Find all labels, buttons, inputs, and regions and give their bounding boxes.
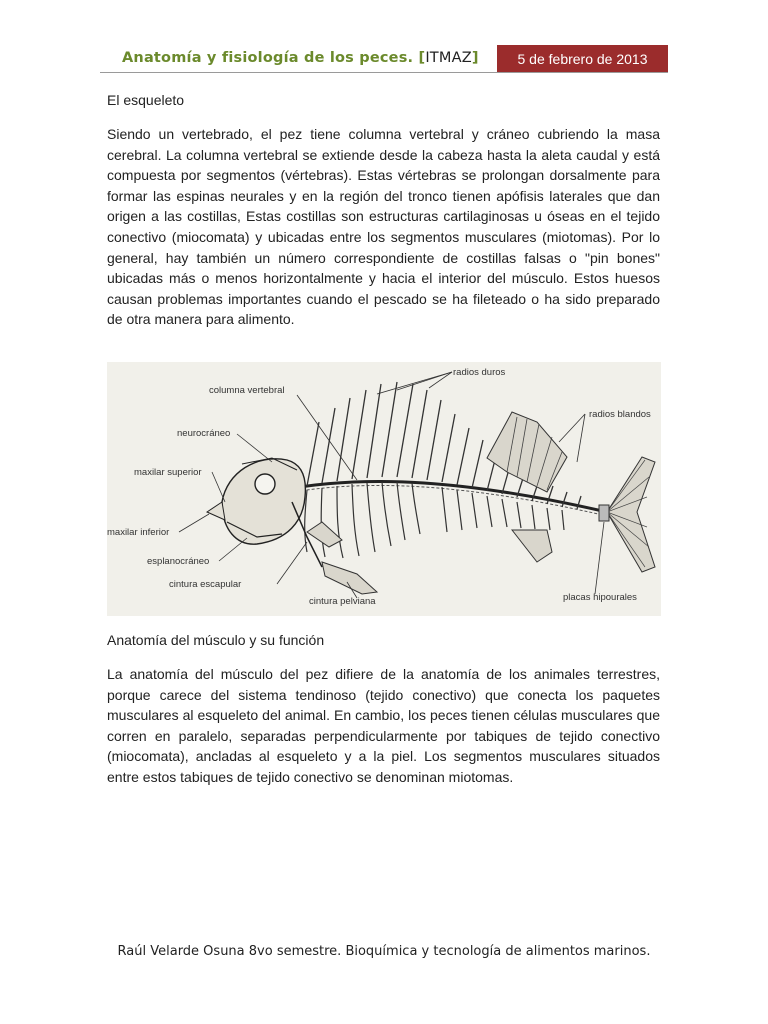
label-cintura-escapular: cintura escapular — [169, 579, 242, 590]
paragraph-musculo: La anatomía del músculo del pez difiere de la anatomía de los animales terrestres, porque carece del sistema tendinoso (tejido conectivo) que conecta los paquetes musculares al esqueleto del animal. En cambio, los peces tienen células musculares que corren en paralelo, separadas perpendicularmente por tabiques de tejido conectivo (miocomata), ancladas al esqueleto y a la piel. Los segmentos musculares situados entre estos tabiques de tejido conectivo se denominan miotomas. — [107, 666, 660, 785]
paragraph-esqueleto: Siendo un vertebrado, el pez tiene columna vertebral y cráneo cubriendo la masa cerebral. La columna vertebral se extiende desde la cabeza hasta la aleta caudal y está compuesta por segmentos (vértebras). Estas vértebras se prolongan dorsalmente para formar las espinas neurales y en la región del tronco tienen apófisis laterales que dan origen a las costillas, Estas costillas son estructuras cartilaginosas u óseas en el tejido conectivo (miocomata) y ubicadas entre los segmentos musculares (miotomas). Por lo general, hay también un número correspondiente de costillas falsas o "pin bones" ubicadas más o menos horizontalmente y hacia el interior del músculo. Estos huesos causan problemas importantes cuando el pescado se ha fileteado o ha sido preparado de otra manera para alimento. — [107, 126, 660, 328]
institution-tag: ITMAZ — [425, 50, 472, 66]
label-maxilar-superior: maxilar superior — [134, 467, 202, 478]
bracket-close: ] — [471, 50, 479, 66]
fish-skeleton-illustration — [107, 362, 661, 616]
section-heading-musculo: Anatomía del músculo y su función — [107, 632, 325, 648]
label-cintura-pelviana: cintura pelviana — [309, 596, 376, 607]
section-heading-esqueleto: El esqueleto — [107, 92, 185, 108]
label-esplanocraneo: esplanocráneo — [147, 556, 210, 567]
label-radios-blandos: radios blandos — [589, 409, 651, 420]
page-footer: Raúl Velarde Osuna 8vo semestre. Bioquímica y tecnología de alimentos marinos. — [117, 944, 651, 959]
header-divider — [100, 72, 668, 73]
date-badge: 5 de febrero de 2013 — [497, 45, 668, 73]
label-maxilar-inferior: maxilar inferior — [107, 527, 170, 538]
fish-skeleton-figure — [107, 362, 661, 616]
header-title — [122, 50, 479, 66]
label-columna-vertebral: columna vertebral — [209, 385, 285, 396]
bracket-open: [ — [418, 50, 426, 66]
document-title: Anatomía y fisiología de los peces. — [122, 50, 414, 66]
label-radios-duros: radios duros — [453, 367, 506, 378]
label-placas-hipourales: placas hipourales — [563, 592, 637, 603]
label-neurocraneo: neurocráneo — [177, 428, 231, 439]
